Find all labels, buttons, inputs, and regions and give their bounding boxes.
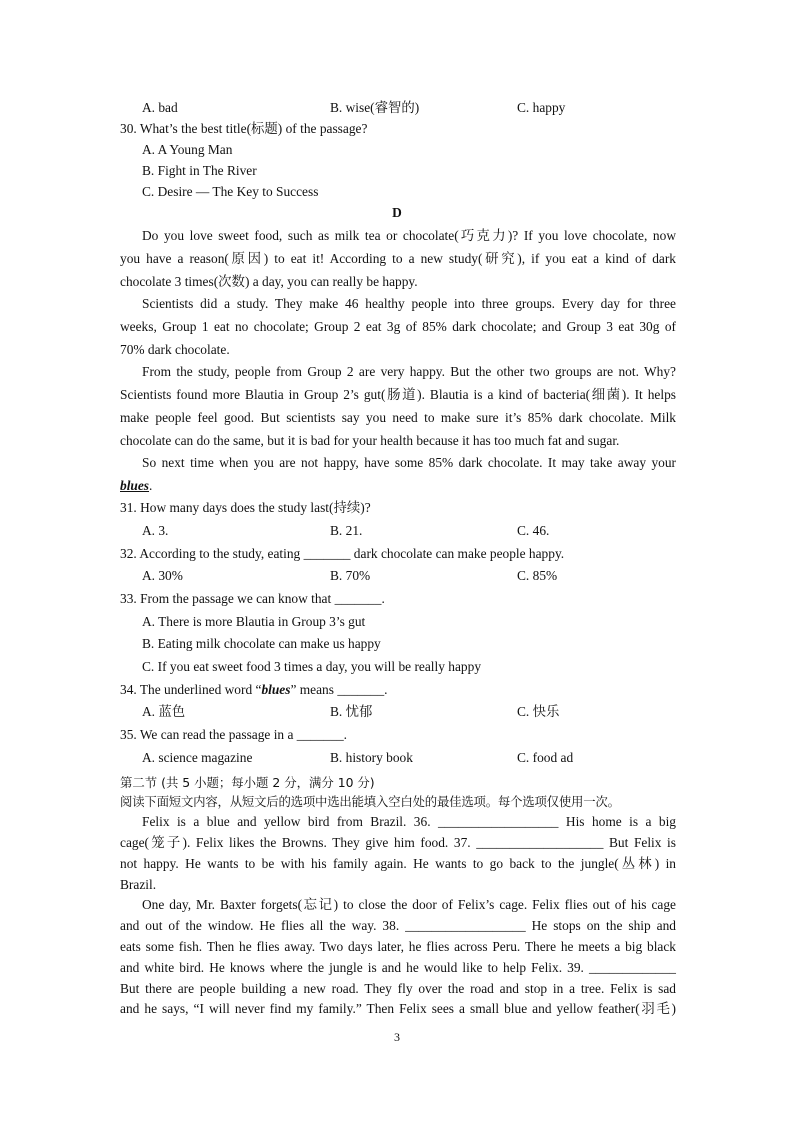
section2-p1-line3: not happy. He wants to be with his family again. He wants to go back to the jungle(丛林) in xyxy=(120,856,676,871)
q35-option-c: C. food ad xyxy=(517,750,574,765)
q33-option-c: C. If you eat sweet food 3 times a day, you will be really happy xyxy=(142,659,482,674)
section2-instruction: 阅读下面短文内容，从短文后的选项中选出能填入空白处的最佳选项。每个选项仅使用一次。 xyxy=(120,794,620,809)
passage-d-p4-line1: So next time when you are not happy, have some 85% dark chocolate. It may take away your xyxy=(142,455,676,470)
passage-d-p1-line3: chocolate 3 times(次数) a day, you can really be happy. xyxy=(120,274,418,289)
section2-p2-line3: eats some fish. Then he flies away. Two days later, he flies across Peru. There he meets a big black xyxy=(120,939,676,954)
q33-option-a: A. There is more Blautia in Group 3’s gut xyxy=(142,614,366,629)
passage-d-p3-line2: Scientists found more Blautia in Group 2’s gut(肠道). Blautia is a kind of bacteria(细菌). It helps xyxy=(120,387,676,402)
section2-p2-line4: and white bird. He knows where the jungle is and he would like to help Felix. 39. _____________ xyxy=(120,960,676,975)
section2-p2-line2: and out of the window. He flies all the way. 38. __________________ He stops on the ship and xyxy=(120,918,676,933)
underlined-word-blues: blues xyxy=(120,478,150,493)
q34-option-a: A. 蓝色 xyxy=(142,704,186,719)
q35-option-a: A. science magazine xyxy=(142,750,253,765)
page-number: 3 xyxy=(394,1030,400,1044)
q34-option-c: C. 快乐 xyxy=(517,704,560,719)
passage-d-p1-line1: Do you love sweet food, such as milk tea or chocolate(巧克力)? If you love chocolate, now xyxy=(142,228,676,243)
q29-option-c: C. happy xyxy=(517,100,566,115)
q30-option-a: A. A Young Man xyxy=(142,142,233,157)
q32-stem: 32. According to the study, eating _______ dark chocolate can make people happy. xyxy=(120,546,565,561)
q32-option-b: B. 70% xyxy=(330,568,371,583)
q33-stem: 33. From the passage we can know that _______. xyxy=(120,591,385,606)
section2-p1-line2: cage(笼子). Felix likes the Browns. They give him food. 37. ___________________ But Felix is xyxy=(120,835,676,850)
q31-option-c: C. 46. xyxy=(517,523,550,538)
q35-stem: 35. We can read the passage in a _______. xyxy=(120,727,347,742)
q29-option-b: B. wise(睿智的) xyxy=(330,100,420,115)
passage-d-p2-line3: 70% dark chocolate. xyxy=(120,342,230,357)
section2-p1-line4: Brazil. xyxy=(120,877,157,892)
passage-d-p2-line1: Scientists did a study. They make 46 healthy people into three groups. Every day for three xyxy=(142,296,676,311)
passage-d-p2-line2: weeks, Group 1 eat no chocolate; Group 2 eat 3g of 85% dark chocolate; and Group 3 eat 30g of xyxy=(120,319,676,334)
passage-d-p3-line3: make people feel good. But scientists say you need to make sure it’s 85% dark chocolate. Milk xyxy=(120,410,676,425)
section2-p2-line6: and he says, “I will never find my family.” Then Felix sees a small blue and yellow feather(羽毛) xyxy=(120,1001,676,1016)
q35-option-b: B. history book xyxy=(330,750,413,765)
q30-option-b: B. Fight in The River xyxy=(142,163,257,178)
passage-d-heading: D xyxy=(392,205,402,220)
passage-d-p1-line2: you have a reason(原因) to eat it! According to a new study(研究), if you eat a kind of dark xyxy=(120,251,676,266)
q33-option-b: B. Eating milk chocolate can make us happy xyxy=(142,636,381,651)
q30-stem: 30. What’s the best title(标题) of the passage? xyxy=(120,121,368,136)
q34-word: blues xyxy=(261,682,291,697)
q31-option-b: B. 21. xyxy=(330,523,363,538)
q29-option-a: A. bad xyxy=(142,100,178,115)
q32-option-c: C. 85% xyxy=(517,568,558,583)
section2-title: 第二节 (共 5 小题；每小题 2 分，满分 10 分) xyxy=(120,775,375,790)
section2-p2-line5: But there are people building a new road. They fly over the road and stop in a tree. Felix is sad xyxy=(120,981,676,996)
q31-option-a: A. 3. xyxy=(142,523,169,538)
passage-d-p3-line4: chocolate can do the same, but it is bad for your health because it has too much fat and sugar. xyxy=(120,433,620,448)
q34-stem: 34. The underlined word “blues” means _______. xyxy=(120,682,388,697)
passage-d-p3-line1: From the study, people from Group 2 are very happy. But the other two groups are not. Why? xyxy=(142,364,676,379)
passage-d-p4-line2: blues. xyxy=(120,478,153,493)
q32-option-a: A. 30% xyxy=(142,568,183,583)
q31-stem: 31. How many days does the study last(持续)? xyxy=(120,500,371,515)
section2-p2-line1: One day, Mr. Baxter forgets(忘记) to close the door of Felix’s cage. Felix flies out of his cage xyxy=(142,897,676,912)
q34-option-b: B. 忧郁 xyxy=(330,704,373,719)
section2-p1-line1: Felix is a blue and yellow bird from Brazil. 36. __________________ His home is a big xyxy=(142,814,676,829)
q30-option-c: C. Desire — The Key to Success xyxy=(142,184,319,199)
